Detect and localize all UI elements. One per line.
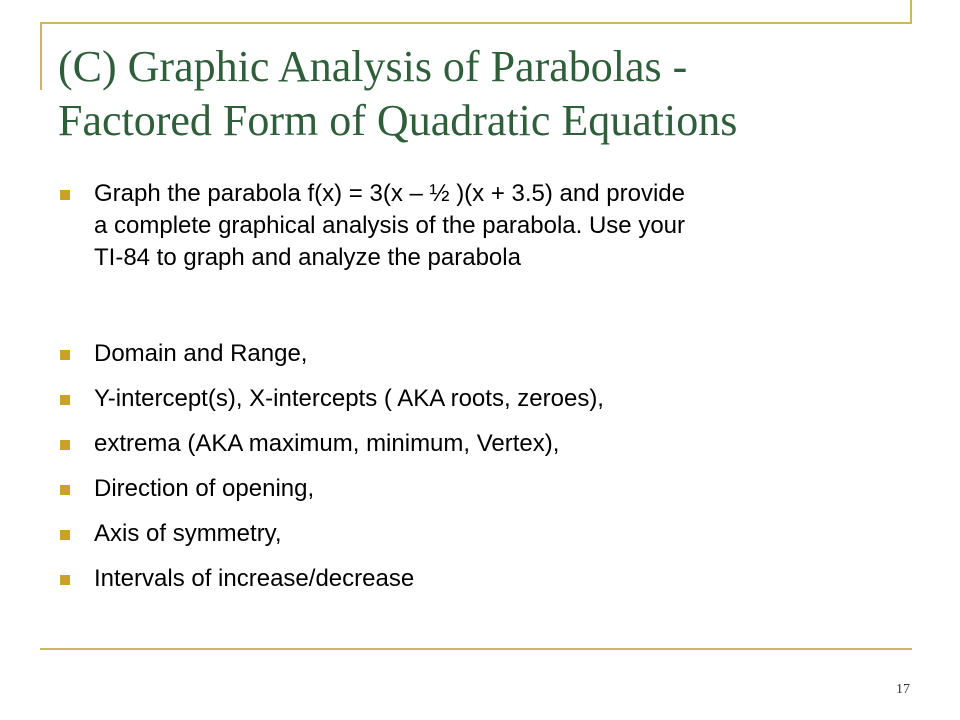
bullet-square-icon — [60, 350, 70, 360]
bullet-main-text — [94, 178, 880, 274]
slide-title-line-2: Factored Form of Quadratic Equations — [58, 96, 738, 145]
bullet-spacer — [60, 274, 880, 338]
bullet-intercepts — [60, 383, 880, 415]
bullet-axis-symmetry — [60, 518, 880, 550]
bullet-square-icon — [60, 395, 70, 405]
bullet-square-icon — [60, 530, 70, 540]
bullet-square-icon — [60, 190, 70, 200]
bullet-text: Domain and Range, — [94, 340, 308, 367]
bullet-domain-range — [60, 338, 880, 370]
bullet-square-icon — [60, 440, 70, 450]
frame-right-line — [910, 0, 912, 24]
bullet-text: Y-intercept(s), X-intercepts ( AKA roots, zeroes), — [94, 385, 604, 412]
slide-title-line-1: (C) Graphic Analysis of Parabolas - — [58, 42, 688, 91]
bullet-main-line-2: a complete graphical analysis of the parabola. Use your — [94, 212, 685, 239]
bullet-intervals — [60, 563, 880, 595]
bullet-square-icon — [60, 575, 70, 585]
bullet-direction-opening — [60, 473, 880, 505]
frame-top-line — [40, 22, 912, 24]
frame-bottom-line — [40, 648, 912, 650]
bullet-square-icon — [60, 485, 70, 495]
bullet-text: Intervals of increase/decrease — [94, 565, 415, 592]
slide-title — [58, 40, 918, 148]
bullet-main-line-1: Graph the parabola f(x) = 3(x – ½ )(x + 3.5) and provide — [94, 180, 685, 207]
bullet-text: Axis of symmetry, — [94, 520, 282, 547]
frame-left-line — [40, 22, 42, 90]
bullet-main-line-3: TI-84 to graph and analyze the parabola — [94, 244, 521, 271]
bullet-list — [60, 178, 880, 608]
bullet-extrema — [60, 428, 880, 460]
bullet-text: extrema (AKA maximum, minimum, Vertex), — [94, 430, 560, 457]
bullet-main-instruction — [60, 178, 880, 274]
page-number: 17 — [896, 682, 910, 697]
bullet-text: Direction of opening, — [94, 475, 315, 502]
